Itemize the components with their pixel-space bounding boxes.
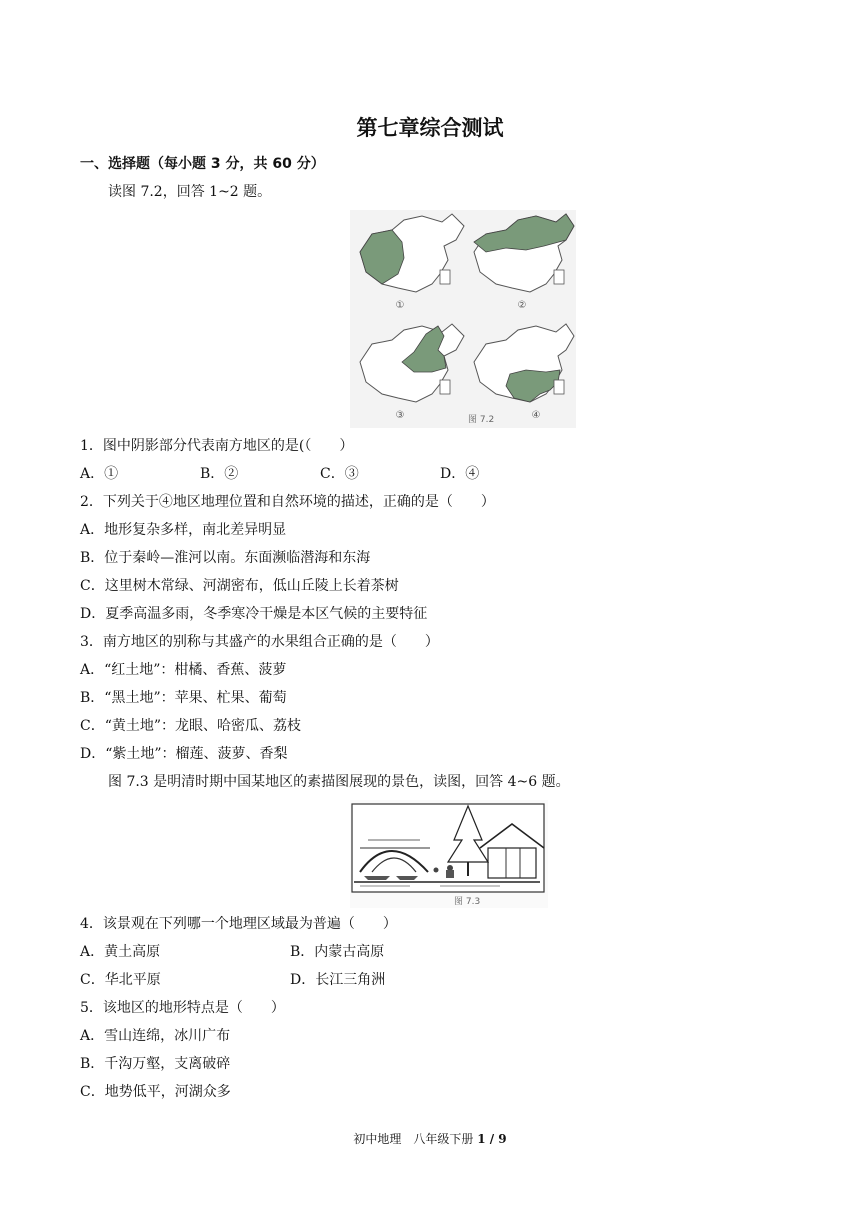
question-1-option-c: C．③ (320, 466, 359, 482)
question-2-option-c: C．这里树木常绿、河湖密布，低山丘陵上长着茶树 (80, 578, 399, 594)
question-5-option-c: C．地势低平，河湖众多 (80, 1084, 231, 1100)
footer-text: 初中地理 八年级下册 (353, 1132, 474, 1146)
question-3-option-d: D．“紫土地”：榴莲、菠萝、香梨 (80, 746, 288, 762)
page-title: 第七章综合测试 (356, 116, 504, 140)
question-2-option-b: B．位于秦岭—淮河以南。东面濒临潜海和东海 (80, 550, 371, 566)
map-label-3: ③ (395, 410, 405, 421)
figure-7-2-maps (350, 210, 576, 428)
section-heading: 一、选择题（每小题 3 分，共 60 分） (80, 156, 325, 172)
figure-7-2 (350, 210, 576, 428)
question-4-option-d: D．长江三角洲 (290, 972, 386, 988)
question-2-option-d: D．夏季高温多雨，冬季寒冷干燥是本区气候的主要特征 (80, 606, 428, 622)
page-footer (0, 1130, 860, 1147)
question-2-stem: 2．下列关于④地区地理位置和自然环境的描述，正确的是（ ） (80, 494, 495, 510)
question-1-option-d: D．④ (440, 466, 480, 482)
map-label-2: ② (517, 300, 527, 311)
intro-text-1: 读图 7.2，回答 1~2 题。 (108, 184, 272, 200)
figure-7-3-caption: 图 7.3 (454, 897, 481, 907)
question-3-option-a: A．“红土地”：柑橘、香蕉、菠萝 (80, 662, 287, 678)
question-3-option-c: C．“黄土地”：龙眼、哈密瓜、荔枝 (80, 718, 302, 734)
map-label-1: ① (395, 300, 405, 311)
question-2-option-a: A．地形复杂多样，南北差异明显 (80, 522, 287, 538)
figure-7-3-sketch (350, 800, 548, 908)
question-3-option-b: B．“黑土地”：苹果、杧果、葡萄 (80, 690, 287, 706)
map-label-4: ④ (531, 410, 541, 421)
question-5-option-a: A．雪山连绵，冰川广布 (80, 1028, 231, 1044)
question-4-option-c: C．华北平原 (80, 972, 161, 988)
question-3-stem: 3．南方地区的别称与其盛产的水果组合正确的是（ ） (80, 634, 439, 650)
question-4-stem: 4．该景观在下列哪一个地理区域最为普遍（ ） (80, 916, 397, 932)
question-5-option-b: B．千沟万壑，支离破碎 (80, 1056, 231, 1072)
page-number: 1 / 9 (477, 1132, 507, 1146)
figure-7-2-caption: 图 7.2 (468, 415, 495, 425)
question-5-stem: 5．该地区的地形特点是（ ） (80, 1000, 285, 1016)
question-1-option-a: A．① (80, 466, 119, 482)
question-1-stem: 1．图中阴影部分代表南方地区的是(（ ） (80, 438, 354, 454)
intro-text-2: 图 7.3 是明清时期中国某地区的素描图展现的景色，读图，回答 4~6 题。 (108, 774, 570, 790)
question-4-option-b: B．内蒙古高原 (290, 944, 385, 960)
question-1-option-b: B．② (200, 466, 239, 482)
figure-7-3 (350, 800, 548, 908)
question-4-option-a: A．黄土高原 (80, 944, 161, 960)
